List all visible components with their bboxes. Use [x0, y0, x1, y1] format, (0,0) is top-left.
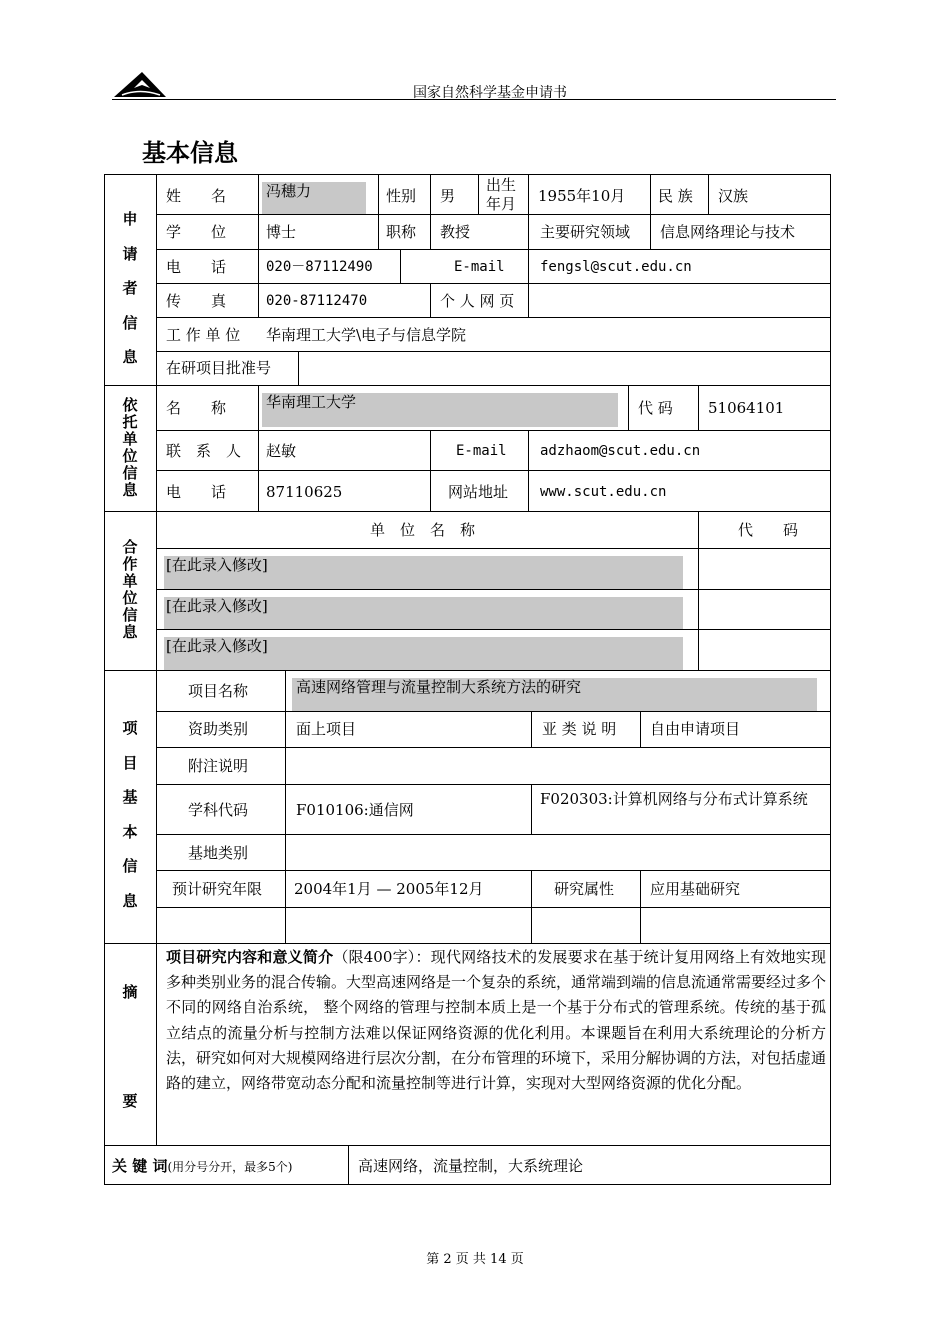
- fax-label: 传 真: [166, 292, 227, 310]
- ethnicity-field[interactable]: 汉族: [718, 187, 749, 205]
- base-label: 基地类别: [188, 844, 249, 862]
- keywords-label: 关 键 词: [112, 1157, 168, 1175]
- period-field[interactable]: 2004年1月 — 2005年12月: [294, 880, 484, 898]
- funding-label: 资助类别: [188, 720, 249, 738]
- project-no-label: 在研项目批准号: [166, 359, 272, 377]
- nsfc-logo-icon: [112, 68, 168, 98]
- header-title: 国家自然科学基金申请书: [413, 85, 567, 101]
- phone-label: 电 话: [166, 258, 227, 276]
- abstract-limit: （限400字）：: [333, 948, 431, 966]
- discipline-2-field[interactable]: F020303:计算机网络与分布式计算系统: [540, 790, 808, 808]
- host-phone-field[interactable]: 87110625: [266, 483, 343, 501]
- header-rule: [112, 99, 836, 100]
- degree-label: 学 位: [166, 223, 227, 241]
- partner-row-3[interactable]: [在此录入修改]: [166, 637, 268, 655]
- birth-field[interactable]: 1955年10月: [538, 187, 626, 205]
- host-website-label: 网站地址: [448, 483, 509, 501]
- email-label: E-mail: [454, 259, 505, 275]
- project-name-label: 项目名称: [188, 682, 249, 700]
- host-email-field[interactable]: adzhaom@scut.edu.cn: [540, 443, 701, 459]
- name-label: 姓 名: [166, 187, 227, 205]
- page-number: 第 2 页 共 14 页: [426, 1252, 524, 1267]
- work-unit-field[interactable]: 华南理工大学\电子与信息学院: [266, 326, 467, 344]
- nature-field[interactable]: 应用基础研究: [650, 880, 741, 898]
- field-field[interactable]: 信息网络理论与技术: [660, 223, 796, 241]
- abstract-heading: 项目研究内容和意义简介: [166, 948, 334, 966]
- partner-code-header: 代 码: [738, 521, 799, 539]
- partner-row-1[interactable]: [在此录入修改]: [166, 556, 268, 574]
- keywords-note: (用分号分开，最多5个): [167, 1160, 293, 1174]
- host-name-field[interactable]: 华南理工大学: [266, 393, 357, 411]
- host-phone-label: 电 话: [166, 483, 227, 501]
- abstract-section-label-top: 摘: [122, 983, 138, 1001]
- abstract-body[interactable]: 现代网络技术的发展要求在基于统计复用网络上有效地实现多种类别业务的混合传输。大型高速网络是一个复杂的系统，通常端到端的信息流通常需要经过多个不同的网络自治系统， 整个网络的管理与控制本质上是一个基于分布式的管理系统。传统的基于孤立结点的流量分析与控制方法难以保证网络资源的优化利用。本课题旨在利用大系统理论的分析方法，研究如何对大规模网络进行层次分割，在分布管理的环境下，采用分解协调的方法，对包括虚通路的建立，网络带宽动态分配和流量控制等进行计算，实现对大型网络资源的优化分配。: [166, 948, 827, 1093]
- subclass-label: 亚 类 说 明: [542, 720, 617, 738]
- host-contact-field[interactable]: 赵敏: [266, 442, 297, 460]
- period-label: 预计研究年限: [172, 880, 263, 898]
- email-field[interactable]: fengsl@scut.edu.cn: [540, 259, 692, 275]
- host-code-label: 代 码: [638, 399, 673, 417]
- discipline-label: 学科代码: [188, 801, 249, 819]
- project-section-label: 项 目 基 本 信 息: [122, 719, 138, 910]
- host-email-label: E-mail: [456, 443, 507, 459]
- discipline-1-field[interactable]: F010106:通信网: [296, 801, 414, 819]
- abstract-text[interactable]: [166, 945, 826, 1096]
- homepage-label: 个 人 网 页: [440, 292, 515, 310]
- partner-row-2[interactable]: [在此录入修改]: [166, 597, 268, 615]
- partner-section-label: 合 作 单 位 信 息: [122, 538, 138, 641]
- project-name-field[interactable]: 高速网络管理与流量控制大系统方法的研究: [296, 678, 582, 696]
- phone-field[interactable]: 020－87112490: [266, 259, 373, 275]
- work-unit-label: 工 作 单 位: [166, 326, 241, 344]
- host-code-field[interactable]: 51064101: [708, 399, 785, 417]
- name-field[interactable]: 冯穗力: [266, 182, 312, 200]
- host-name-label: 名 称: [166, 399, 227, 417]
- host-section-label: 依 托 单 位 信 息: [122, 396, 138, 499]
- field-label: 主要研究领域: [540, 223, 631, 241]
- host-website-field[interactable]: www.scut.edu.cn: [540, 484, 667, 500]
- host-contact-label: 联 系 人: [166, 442, 242, 460]
- fax-field[interactable]: 020-87112470: [266, 293, 368, 309]
- title-field[interactable]: 教授: [440, 223, 471, 241]
- note-label: 附注说明: [188, 757, 249, 775]
- nature-label: 研究属性: [554, 880, 615, 898]
- title-label: 职称: [386, 223, 417, 241]
- page-title: 基本信息: [142, 139, 238, 167]
- abstract-section-label-bottom: 要: [122, 1092, 138, 1110]
- ethnicity-label: 民 族: [658, 187, 693, 205]
- applicant-section-label: 申 请 者 信 息: [122, 210, 138, 366]
- subclass-field[interactable]: 自由申请项目: [650, 720, 741, 738]
- funding-field[interactable]: 面上项目: [296, 720, 357, 738]
- birth-label: 出生年月: [486, 176, 517, 212]
- keywords-label-cell: [112, 1156, 292, 1177]
- partner-name-header: 单 位 名 称: [370, 521, 476, 539]
- gender-label: 性别: [386, 187, 417, 205]
- gender-field[interactable]: 男: [440, 187, 456, 205]
- keywords-field[interactable]: 高速网络，流量控制，大系统理论: [358, 1157, 584, 1175]
- degree-field[interactable]: 博士: [266, 223, 297, 241]
